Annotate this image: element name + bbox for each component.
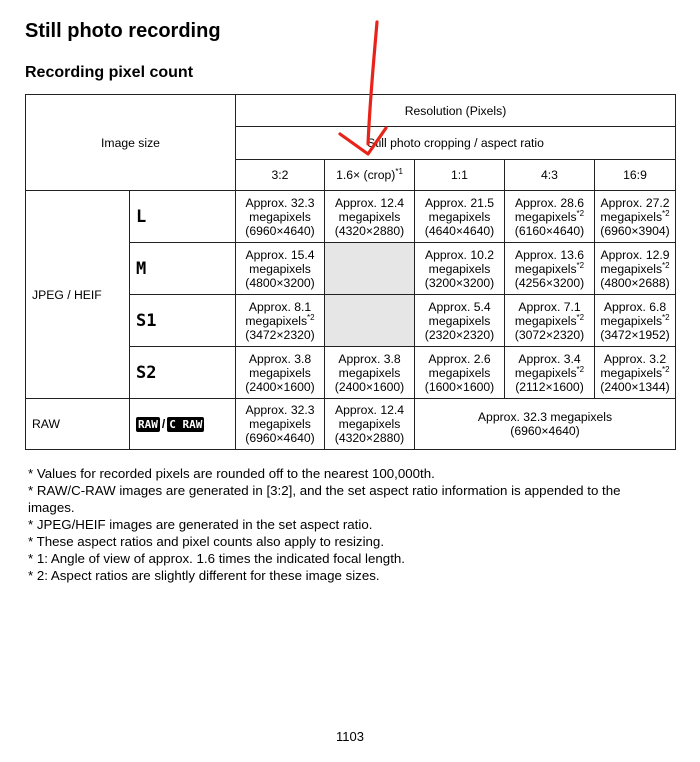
pixel-count-cell: Approx. 32.3 megapixels (6960×4640) [236, 191, 325, 243]
col-header: 4:3 [505, 160, 595, 191]
pixel-count-cell: Approx. 2.6 megapixels (1600×1600) [415, 347, 505, 399]
notes [28, 465, 668, 584]
col-header: 1:1 [415, 160, 505, 191]
jpeg-heif-label: JPEG / HEIF [26, 191, 130, 399]
page-title: Still photo recording [25, 20, 221, 42]
pixel-count-cell: Approx. 3.8 megapixels (2400×1600) [236, 347, 325, 399]
page-number: 1103 [336, 729, 364, 744]
pixel-count-cell: Approx. 12.9 megapixels$^{*2}$ (4800×2688) [595, 243, 676, 295]
raw-label: RAW [26, 399, 130, 450]
raw-icon: RAW [138, 417, 158, 431]
size-s1-icon: S1 [130, 295, 236, 347]
pixel-count-cell: Approx. 21.5 megapixels (4640×4640) [415, 191, 505, 243]
pixel-count-cell: Approx. 12.4 megapixels (4320×2880) [325, 191, 415, 243]
pixel-count-cell: Approx. 28.6 megapixels$^{*2}$ (6160×4640) [505, 191, 595, 243]
pixel-count-cell: Approx. 32.3 megapixels (6960×4640) [415, 399, 676, 450]
pixel-count-cell: Approx. 12.4 megapixels (4320×2880) [325, 399, 415, 450]
note: * RAW/C-RAW images are generated in [3:2], and the set aspect ratio information is appended to the images. [28, 483, 621, 515]
size-l-icon: L [130, 191, 236, 243]
pixel-count-cell [325, 243, 415, 295]
pixel-count-cell: Approx. 3.8 megapixels (2400×1600) [325, 347, 415, 399]
red-arrow-annotation-icon [330, 18, 390, 158]
col-header: 3:2 [236, 160, 325, 191]
pixel-count-cell [325, 295, 415, 347]
pixel-count-cell: Approx. 3.2 megapixels$^{*2}$ (2400×1344) [595, 347, 676, 399]
size-s2-icon: S2 [130, 347, 236, 399]
section-title: Recording pixel count [25, 64, 194, 81]
pixel-count-cell: Approx. 5.4 megapixels (2320×2320) [415, 295, 505, 347]
note: * Values for recorded pixels are rounded off to the nearest 100,000th. [28, 466, 435, 481]
col-header: 16:9 [595, 160, 676, 191]
raw-icons: RAW / C RAW [130, 399, 236, 450]
pixel-count-cell: Approx. 7.1 megapixels$^{*2}$ (3072×2320) [505, 295, 595, 347]
pixel-count-cell: Approx. 10.2 megapixels (3200×3200) [415, 243, 505, 295]
pixel-count-cell: Approx. 13.6 megapixels$^{*2}$ (4256×3200) [505, 243, 595, 295]
pixel-count-cell: Approx. 8.1 megapixels$^{*2}$ (3472×2320) [236, 295, 325, 347]
pixel-count-cell: Approx. 3.4 megapixels$^{*2}$ (2112×1600) [505, 347, 595, 399]
pixel-count-cell: Approx. 15.4 megapixels (4800×3200) [236, 243, 325, 295]
pixel-count-cell: Approx. 6.8 megapixels$^{*2}$ (3472×1952) [595, 295, 676, 347]
craw-icon: C RAW [169, 417, 203, 431]
image-size-header: Image size [26, 95, 236, 191]
size-m-icon: M [130, 243, 236, 295]
resolution-header: Resolution (Pixels) [236, 95, 676, 127]
col-header: 1.6× (crop)$^{*1}$ [325, 160, 415, 191]
note: * 2: Aspect ratios are slightly different for these image sizes. [28, 568, 380, 583]
pixel-count-cell: Approx. 32.3 megapixels (6960×4640) [236, 399, 325, 450]
cropping-header: Still photo cropping / aspect ratio [236, 127, 676, 160]
note: * 1: Angle of view of approx. 1.6 times the indicated focal length. [28, 551, 405, 566]
pixel-count-cell: Approx. 27.2 megapixels$^{*2}$ (6960×3904) [595, 191, 676, 243]
note: * JPEG/HEIF images are generated in the set aspect ratio. [28, 517, 373, 532]
note: * These aspect ratios and pixel counts also apply to resizing. [28, 534, 385, 549]
